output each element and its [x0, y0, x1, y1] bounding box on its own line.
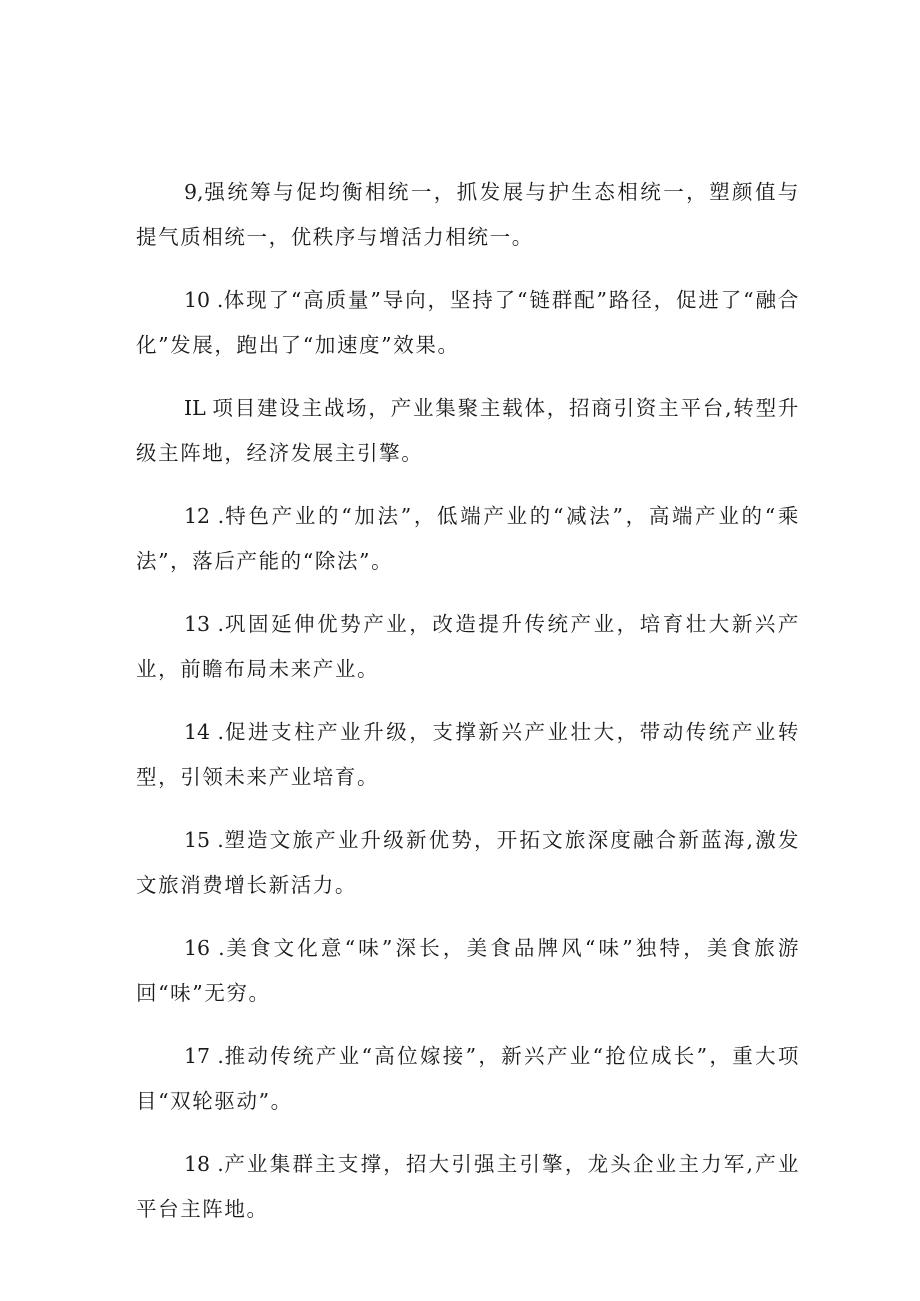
paragraph-10	[136, 278, 800, 368]
paragraph-number: 17 .	[184, 1044, 224, 1068]
paragraph-11	[136, 386, 800, 476]
paragraph-text: 巩固延伸优势产业，改造提升传统产业，培育壮大新兴产业，前瞻布局未来产业。	[136, 612, 800, 681]
paragraph-14	[136, 710, 800, 800]
paragraph-number: 12 .	[184, 504, 225, 528]
paragraph-15	[136, 818, 800, 908]
paragraph-text: 体现了“高质量”导向，坚持了“链群配”路径，促进了“融合化”发展，跑出了“加速度”效果。	[136, 288, 800, 357]
paragraph-13	[136, 602, 800, 692]
paragraph-9	[136, 170, 800, 260]
paragraph-number: 13 .	[184, 612, 225, 636]
paragraph-18	[136, 1142, 800, 1232]
paragraph-number: 10 .	[184, 288, 224, 312]
paragraph-number: IL	[184, 396, 213, 420]
paragraph-number: 9,	[184, 180, 204, 204]
paragraph-17	[136, 1034, 800, 1124]
paragraph-number: 18 .	[184, 1152, 224, 1176]
paragraph-16	[136, 926, 800, 1016]
paragraph-text: 塑造文旅产业升级新优势，开拓文旅深度融合新蓝海,激发文旅消费增长新活力。	[136, 828, 800, 897]
paragraph-text: 美食文化意“味”深长，美食品牌风“味”独特，美食旅游回“味”无穷。	[136, 936, 800, 1005]
paragraph-text: 产业集群主支撑，招大引强主引擎，龙头企业主力军,产业平台主阵地。	[136, 1152, 800, 1221]
paragraph-text: 推动传统产业“高位嫁接”，新兴产业“抢位成长”，重大项目“双轮驱动”。	[136, 1044, 800, 1113]
paragraph-text: 强统筹与促均衡相统一，抓发展与护生态相统一，塑颜值与提气质相统一，优秩序与增活力相统一。	[136, 180, 800, 249]
paragraph-text: 项目建设主战场，产业集聚主载体，招商引资主平台,转型升级主阵地，经济发展主引擎。	[136, 396, 800, 465]
paragraph-number: 14 .	[184, 720, 225, 744]
document-body	[136, 170, 800, 1250]
paragraph-text: 促进支柱产业升级，支撑新兴产业壮大，带动传统产业转型，引领未来产业培育。	[136, 720, 800, 789]
paragraph-number: 15 .	[184, 828, 224, 852]
paragraph-12	[136, 494, 800, 584]
paragraph-number: 16 .	[184, 936, 225, 960]
paragraph-text: 特色产业的“加法”，低端产业的“减法”，高端产业的“乘法”，落后产能的“除法”。	[136, 504, 800, 573]
